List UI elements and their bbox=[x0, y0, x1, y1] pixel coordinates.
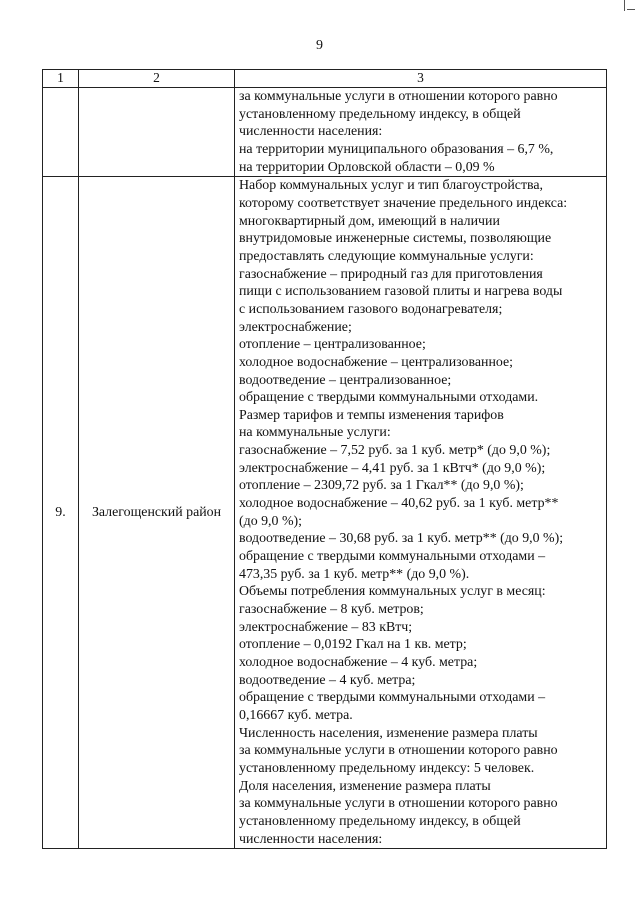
text-line: электроснабжение; bbox=[239, 319, 352, 335]
text-line: на территории муниципального образования – 6,7 %, bbox=[239, 141, 554, 157]
text-line: за коммунальные услуги в отношении которого равно bbox=[239, 743, 558, 759]
text-line: установленному предельному индексу: 5 человек. bbox=[239, 760, 535, 776]
row-number bbox=[43, 88, 79, 177]
text-line: предоставлять следующие коммунальные услуги: bbox=[239, 248, 534, 264]
text-line: многоквартирный дом, имеющий в наличии bbox=[239, 213, 500, 229]
region-name: Залегощенский район bbox=[79, 177, 235, 849]
text-line: обращение с твердыми коммунальными отходами. bbox=[239, 390, 539, 406]
text-line: газоснабжение – 7,52 руб. за 1 куб. метр* (до 9,0 %); bbox=[239, 443, 551, 459]
text-line: пищи с использованием газовой плиты и нагрева воды bbox=[239, 284, 563, 300]
text-line: Набор коммунальных услуг и тип благоустройства, bbox=[239, 178, 544, 194]
table-row bbox=[43, 177, 607, 849]
text-line: за коммунальные услуги в отношении которого равно bbox=[239, 89, 558, 104]
text-line: Объемы потребления коммунальных услуг в месяц: bbox=[239, 584, 546, 600]
text-line: обращение с твердыми коммунальными отходами – bbox=[239, 549, 546, 565]
text-line: с использованием газового водонагревателя; bbox=[239, 301, 503, 317]
text-line: (до 9,0 %); bbox=[239, 513, 303, 529]
tariff-description bbox=[235, 88, 607, 177]
text-line: газоснабжение – 8 куб. метров; bbox=[239, 602, 424, 618]
text-line: холодное водоснабжение – 40,62 руб. за 1 куб. метр** bbox=[239, 496, 559, 512]
text-line: холодное водоснабжение – 4 куб. метра; bbox=[239, 655, 478, 670]
region-name bbox=[79, 88, 235, 177]
text-line: установленному предельному индексу, в общей bbox=[239, 813, 521, 829]
text-line: водоотведение – 4 куб. метра; bbox=[239, 672, 416, 688]
text-line: отопление – централизованное; bbox=[239, 337, 426, 353]
text-line: отопление – 0,0192 Гкал на 1 кв. метр; bbox=[239, 637, 467, 653]
text-line: электроснабжение – 83 кВтч; bbox=[239, 619, 413, 635]
text-line: обращение с твердыми коммунальными отходами – bbox=[239, 690, 546, 706]
text-line: внутридомовые инженерные системы, позволяющие bbox=[239, 231, 552, 247]
text-line: на коммунальные услуги: bbox=[239, 425, 391, 441]
column-header: 1 bbox=[43, 70, 79, 88]
table-row bbox=[43, 88, 607, 177]
text-line: газоснабжение – природный газ для приготовления bbox=[239, 266, 543, 282]
text-line: установленному предельному индексу, в общей bbox=[239, 106, 521, 122]
page-number: 9 bbox=[316, 38, 323, 53]
text-line: Численность населения, изменение размера платы bbox=[239, 725, 538, 741]
text-line: 473,35 руб. за 1 куб. метр** (до 9,0 %). bbox=[239, 566, 470, 582]
scan-edge-mark bbox=[627, 9, 635, 10]
text-line: Размер тарифов и темпы изменения тарифов bbox=[239, 407, 504, 423]
text-line: водоотведение – 30,68 руб. за 1 куб. метр** (до 9,0 %); bbox=[239, 531, 564, 547]
text-line: которому соответствует значение предельного индекса: bbox=[239, 195, 568, 211]
text-line: численности населения: bbox=[239, 831, 383, 847]
tariff-table bbox=[42, 69, 607, 849]
text-line: отопление – 2309,72 руб. за 1 Гкал** (до 9,0 %); bbox=[239, 478, 524, 494]
text-line: за коммунальные услуги в отношении которого равно bbox=[239, 796, 558, 812]
tariff-description bbox=[235, 177, 607, 849]
text-line: на территории Орловской области – 0,09 % bbox=[239, 159, 495, 175]
row-number: 9. bbox=[43, 177, 79, 849]
table-header-row bbox=[43, 70, 607, 88]
text-line: холодное водоснабжение – централизованное; bbox=[239, 354, 514, 370]
text-line: 0,16667 куб. метра. bbox=[239, 707, 353, 723]
text-line: водоотведение – централизованное; bbox=[239, 372, 452, 388]
column-header: 2 bbox=[79, 70, 235, 88]
column-header: 3 bbox=[235, 70, 607, 88]
text-line: электроснабжение – 4,41 руб. за 1 кВтч* (до 9,0 %); bbox=[239, 460, 546, 476]
text-line: Доля населения, изменение размера платы bbox=[239, 778, 491, 794]
scan-edge-mark bbox=[624, 0, 625, 11]
text-line: численности населения: bbox=[239, 124, 383, 140]
